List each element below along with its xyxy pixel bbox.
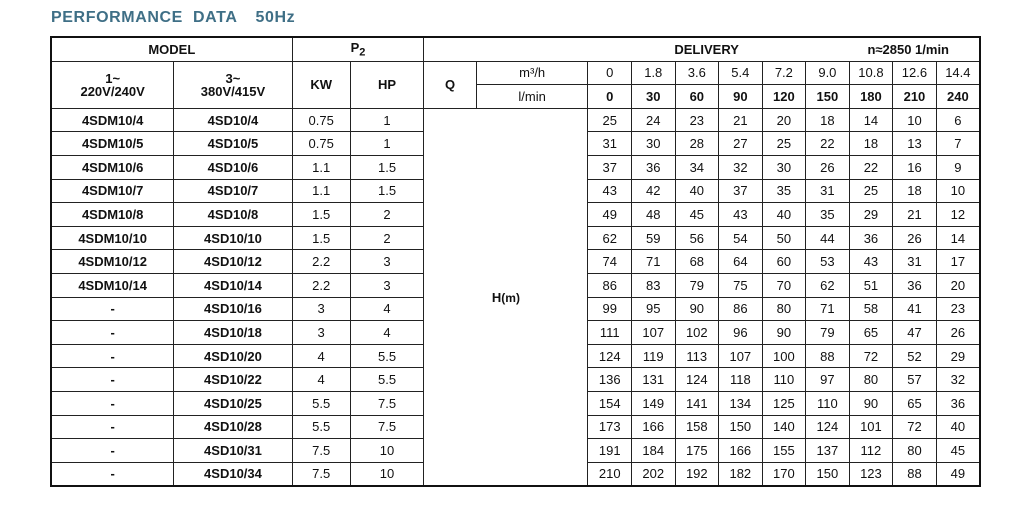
head-value: 111: [588, 321, 632, 345]
head-value: 36: [849, 226, 893, 250]
head-value: 79: [675, 273, 719, 297]
head-value: 47: [893, 321, 937, 345]
head-value: 32: [719, 155, 763, 179]
head-value: 154: [588, 391, 632, 415]
head-value: 40: [936, 415, 980, 439]
model-three-phase: 4SD10/5: [174, 132, 292, 156]
head-value: 80: [762, 297, 806, 321]
power-hp: 2: [350, 226, 424, 250]
power-kw: 1.5: [292, 203, 350, 227]
head-value: 23: [936, 297, 980, 321]
head-value: 125: [762, 391, 806, 415]
head-value: 131: [632, 368, 676, 392]
head-value: 166: [719, 439, 763, 463]
head-value: 25: [762, 132, 806, 156]
head-value: 110: [806, 391, 850, 415]
head-value: 90: [849, 391, 893, 415]
head-value: 107: [719, 344, 763, 368]
model-three-phase: 4SD10/16: [174, 297, 292, 321]
head-value: 59: [632, 226, 676, 250]
model-single-phase: -: [51, 462, 174, 486]
head-value: 158: [675, 415, 719, 439]
head-value: 184: [632, 439, 676, 463]
head-value: 86: [719, 297, 763, 321]
head-value: 26: [806, 155, 850, 179]
head-value: 27: [719, 132, 763, 156]
flow-lmin: 180: [849, 85, 893, 109]
model-three-phase: 4SD10/31: [174, 439, 292, 463]
head-value: 137: [806, 439, 850, 463]
head-value: 124: [806, 415, 850, 439]
model-three-phase: 4SD10/10: [174, 226, 292, 250]
model-three-phase: 4SD10/7: [174, 179, 292, 203]
head-value: 97: [806, 368, 850, 392]
power-hp: 3: [350, 250, 424, 274]
head-value: 175: [675, 439, 719, 463]
head-value: 17: [936, 250, 980, 274]
power-kw: 1.1: [292, 179, 350, 203]
power-hp: 1.5: [350, 179, 424, 203]
head-value: 101: [849, 415, 893, 439]
model-three-phase: 4SD10/6: [174, 155, 292, 179]
power-hp: 5.5: [350, 368, 424, 392]
model-three-phase: 4SD10/34: [174, 462, 292, 486]
head-value: 65: [849, 321, 893, 345]
head-value: 36: [893, 273, 937, 297]
model-single-phase: 4SDM10/12: [51, 250, 174, 274]
head-value: 60: [762, 250, 806, 274]
model-single-phase: 4SDM10/10: [51, 226, 174, 250]
power-hp: 1: [350, 132, 424, 156]
head-value: 18: [806, 108, 850, 132]
head-value: 21: [893, 203, 937, 227]
head-value: 16: [893, 155, 937, 179]
head-value: 83: [632, 273, 676, 297]
power-kw: 0.75: [292, 132, 350, 156]
head-value: 80: [893, 439, 937, 463]
power-hp: 7.5: [350, 415, 424, 439]
model-single-phase: -: [51, 368, 174, 392]
head-value: 31: [893, 250, 937, 274]
model-three-phase: 4SD10/22: [174, 368, 292, 392]
power-kw: 5.5: [292, 415, 350, 439]
model-single-phase: 4SDM10/7: [51, 179, 174, 203]
head-value: 166: [632, 415, 676, 439]
head-value: 7: [936, 132, 980, 156]
flow-m3h: 12.6: [893, 61, 937, 85]
model-single-phase: -: [51, 297, 174, 321]
head-value: 110: [762, 368, 806, 392]
header-row-1: [51, 37, 980, 61]
head-value: 75: [719, 273, 763, 297]
head-value: 10: [936, 179, 980, 203]
head-value: 192: [675, 462, 719, 486]
head-value: 68: [675, 250, 719, 274]
head-value: 45: [675, 203, 719, 227]
head-value: 141: [675, 391, 719, 415]
head-value: 100: [762, 344, 806, 368]
head-value: 49: [936, 462, 980, 486]
head-value: 37: [719, 179, 763, 203]
model-three-phase: 4SD10/25: [174, 391, 292, 415]
head-value: 134: [719, 391, 763, 415]
three-phase-header: 3~ 380V/415V: [174, 61, 292, 108]
head-value: 36: [632, 155, 676, 179]
head-value: 21: [719, 108, 763, 132]
head-value: 25: [849, 179, 893, 203]
model-three-phase: 4SD10/18: [174, 321, 292, 345]
head-value: 54: [719, 226, 763, 250]
head-value: 88: [806, 344, 850, 368]
flow-m3h: 14.4: [936, 61, 980, 85]
head-value: 202: [632, 462, 676, 486]
power-kw: 3: [292, 321, 350, 345]
head-value: 26: [893, 226, 937, 250]
power-kw: 4: [292, 344, 350, 368]
power-kw: 3: [292, 297, 350, 321]
power-hp: 7.5: [350, 391, 424, 415]
flow-lmin: 60: [675, 85, 719, 109]
head-value: 29: [849, 203, 893, 227]
head-value: 42: [632, 179, 676, 203]
speed-label: n≈2850 1/min: [867, 41, 949, 57]
head-value: 118: [719, 368, 763, 392]
head-value: 22: [849, 155, 893, 179]
head-value: 31: [588, 132, 632, 156]
flow-m3h: 1.8: [632, 61, 676, 85]
model-single-phase: 4SDM10/5: [51, 132, 174, 156]
head-value: 36: [936, 391, 980, 415]
flow-lmin: 120: [762, 85, 806, 109]
head-value: 28: [675, 132, 719, 156]
q-header: Q: [424, 61, 476, 108]
head-value: 52: [893, 344, 937, 368]
head-value: 62: [806, 273, 850, 297]
unit-lmin: l/min: [476, 85, 588, 109]
head-value: 48: [632, 203, 676, 227]
model-single-phase: -: [51, 415, 174, 439]
page-heading: [51, 9, 295, 27]
head-value: 57: [893, 368, 937, 392]
model-single-phase: -: [51, 321, 174, 345]
power-hp: 4: [350, 321, 424, 345]
flow-lmin: 240: [936, 85, 980, 109]
head-value: 20: [936, 273, 980, 297]
hp-header: HP: [350, 61, 424, 108]
head-value: 49: [588, 203, 632, 227]
head-value: 136: [588, 368, 632, 392]
head-value: 35: [806, 203, 850, 227]
power-header: $P_2$: [292, 37, 424, 61]
head-value: 80: [849, 368, 893, 392]
table-row: [51, 108, 980, 132]
flow-lmin: 210: [893, 85, 937, 109]
head-value: 51: [849, 273, 893, 297]
head-value: 74: [588, 250, 632, 274]
head-value: 34: [675, 155, 719, 179]
head-value: 41: [893, 297, 937, 321]
head-value: 155: [762, 439, 806, 463]
head-value: 53: [806, 250, 850, 274]
model-single-phase: 4SDM10/8: [51, 203, 174, 227]
head-value: 22: [806, 132, 850, 156]
delivery-label: DELIVERY: [674, 41, 739, 57]
head-value: 96: [719, 321, 763, 345]
head-value: 31: [806, 179, 850, 203]
head-value: 43: [849, 250, 893, 274]
flow-lmin: 0: [588, 85, 632, 109]
head-value: 18: [893, 179, 937, 203]
head-value: 149: [632, 391, 676, 415]
power-hp: 5.5: [350, 344, 424, 368]
power-hp: 3: [350, 273, 424, 297]
head-value: 23: [675, 108, 719, 132]
delivery-header: [424, 37, 980, 61]
flow-lmin: 90: [719, 85, 763, 109]
head-value: 25: [588, 108, 632, 132]
performance-table: [50, 36, 981, 487]
head-value: 40: [762, 203, 806, 227]
model-three-phase: 4SD10/8: [174, 203, 292, 227]
head-value: 40: [675, 179, 719, 203]
head-value: 18: [849, 132, 893, 156]
head-value: 71: [632, 250, 676, 274]
head-value: 14: [936, 226, 980, 250]
model-three-phase: 4SD10/4: [174, 108, 292, 132]
head-value: 43: [588, 179, 632, 203]
single-phase-header: 1~ 220V/240V: [51, 61, 174, 108]
head-value: 150: [806, 462, 850, 486]
head-value: 99: [588, 297, 632, 321]
power-kw: 5.5: [292, 391, 350, 415]
model-three-phase: 4SD10/14: [174, 273, 292, 297]
power-kw: 4: [292, 368, 350, 392]
head-value: 191: [588, 439, 632, 463]
kw-header: KW: [292, 61, 350, 108]
power-hp: 2: [350, 203, 424, 227]
model-single-phase: -: [51, 391, 174, 415]
head-label: H(m): [424, 108, 588, 486]
flow-m3h: 0: [588, 61, 632, 85]
head-value: 44: [806, 226, 850, 250]
head-value: 119: [632, 344, 676, 368]
power-hp: 10: [350, 462, 424, 486]
head-value: 62: [588, 226, 632, 250]
head-value: 45: [936, 439, 980, 463]
head-value: 30: [632, 132, 676, 156]
head-value: 37: [588, 155, 632, 179]
head-value: 24: [632, 108, 676, 132]
head-value: 56: [675, 226, 719, 250]
head-value: 50: [762, 226, 806, 250]
head-value: 140: [762, 415, 806, 439]
head-value: 90: [762, 321, 806, 345]
head-value: 182: [719, 462, 763, 486]
flow-m3h: 3.6: [675, 61, 719, 85]
model-single-phase: 4SDM10/6: [51, 155, 174, 179]
power-hp: 4: [350, 297, 424, 321]
table-body: [51, 108, 980, 486]
head-value: 10: [893, 108, 937, 132]
flow-m3h: 5.4: [719, 61, 763, 85]
head-value: 29: [936, 344, 980, 368]
model-three-phase: 4SD10/12: [174, 250, 292, 274]
power-kw: 7.5: [292, 462, 350, 486]
unit-m3h: m³/h: [476, 61, 588, 85]
head-value: 32: [936, 368, 980, 392]
head-value: 79: [806, 321, 850, 345]
model-single-phase: -: [51, 439, 174, 463]
head-value: 64: [719, 250, 763, 274]
head-value: 113: [675, 344, 719, 368]
power-kw: 1.1: [292, 155, 350, 179]
flow-m3h: 9.0: [806, 61, 850, 85]
head-value: 35: [762, 179, 806, 203]
flow-lmin: 150: [806, 85, 850, 109]
heading-title: PERFORMANCE DATA: [51, 9, 238, 26]
head-value: 210: [588, 462, 632, 486]
head-value: 72: [893, 415, 937, 439]
model-three-phase: 4SD10/20: [174, 344, 292, 368]
model-single-phase: -: [51, 344, 174, 368]
head-value: 124: [588, 344, 632, 368]
head-value: 72: [849, 344, 893, 368]
power-kw: 2.2: [292, 250, 350, 274]
head-value: 58: [849, 297, 893, 321]
head-value: 86: [588, 273, 632, 297]
head-value: 65: [893, 391, 937, 415]
model-three-phase: 4SD10/28: [174, 415, 292, 439]
flow-lmin: 30: [632, 85, 676, 109]
head-value: 107: [632, 321, 676, 345]
flow-m3h: 7.2: [762, 61, 806, 85]
model-header: MODEL: [51, 37, 292, 61]
power-hp: 10: [350, 439, 424, 463]
head-value: 150: [719, 415, 763, 439]
heading-frequency: 50Hz: [255, 9, 296, 26]
head-value: 102: [675, 321, 719, 345]
power-hp: 1: [350, 108, 424, 132]
power-kw: 2.2: [292, 273, 350, 297]
model-single-phase: 4SDM10/14: [51, 273, 174, 297]
head-value: 123: [849, 462, 893, 486]
model-single-phase: 4SDM10/4: [51, 108, 174, 132]
head-value: 90: [675, 297, 719, 321]
head-value: 9: [936, 155, 980, 179]
head-value: 43: [719, 203, 763, 227]
power-kw: 7.5: [292, 439, 350, 463]
head-value: 71: [806, 297, 850, 321]
head-value: 30: [762, 155, 806, 179]
head-value: 112: [849, 439, 893, 463]
power-hp: 1.5: [350, 155, 424, 179]
head-value: 95: [632, 297, 676, 321]
power-kw: 1.5: [292, 226, 350, 250]
header-row-2: [51, 61, 980, 85]
flow-m3h: 10.8: [849, 61, 893, 85]
head-value: 70: [762, 273, 806, 297]
head-value: 20: [762, 108, 806, 132]
head-value: 6: [936, 108, 980, 132]
head-value: 14: [849, 108, 893, 132]
head-value: 124: [675, 368, 719, 392]
head-value: 88: [893, 462, 937, 486]
head-value: 12: [936, 203, 980, 227]
power-kw: 0.75: [292, 108, 350, 132]
head-value: 26: [936, 321, 980, 345]
head-value: 173: [588, 415, 632, 439]
head-value: 13: [893, 132, 937, 156]
head-value: 170: [762, 462, 806, 486]
